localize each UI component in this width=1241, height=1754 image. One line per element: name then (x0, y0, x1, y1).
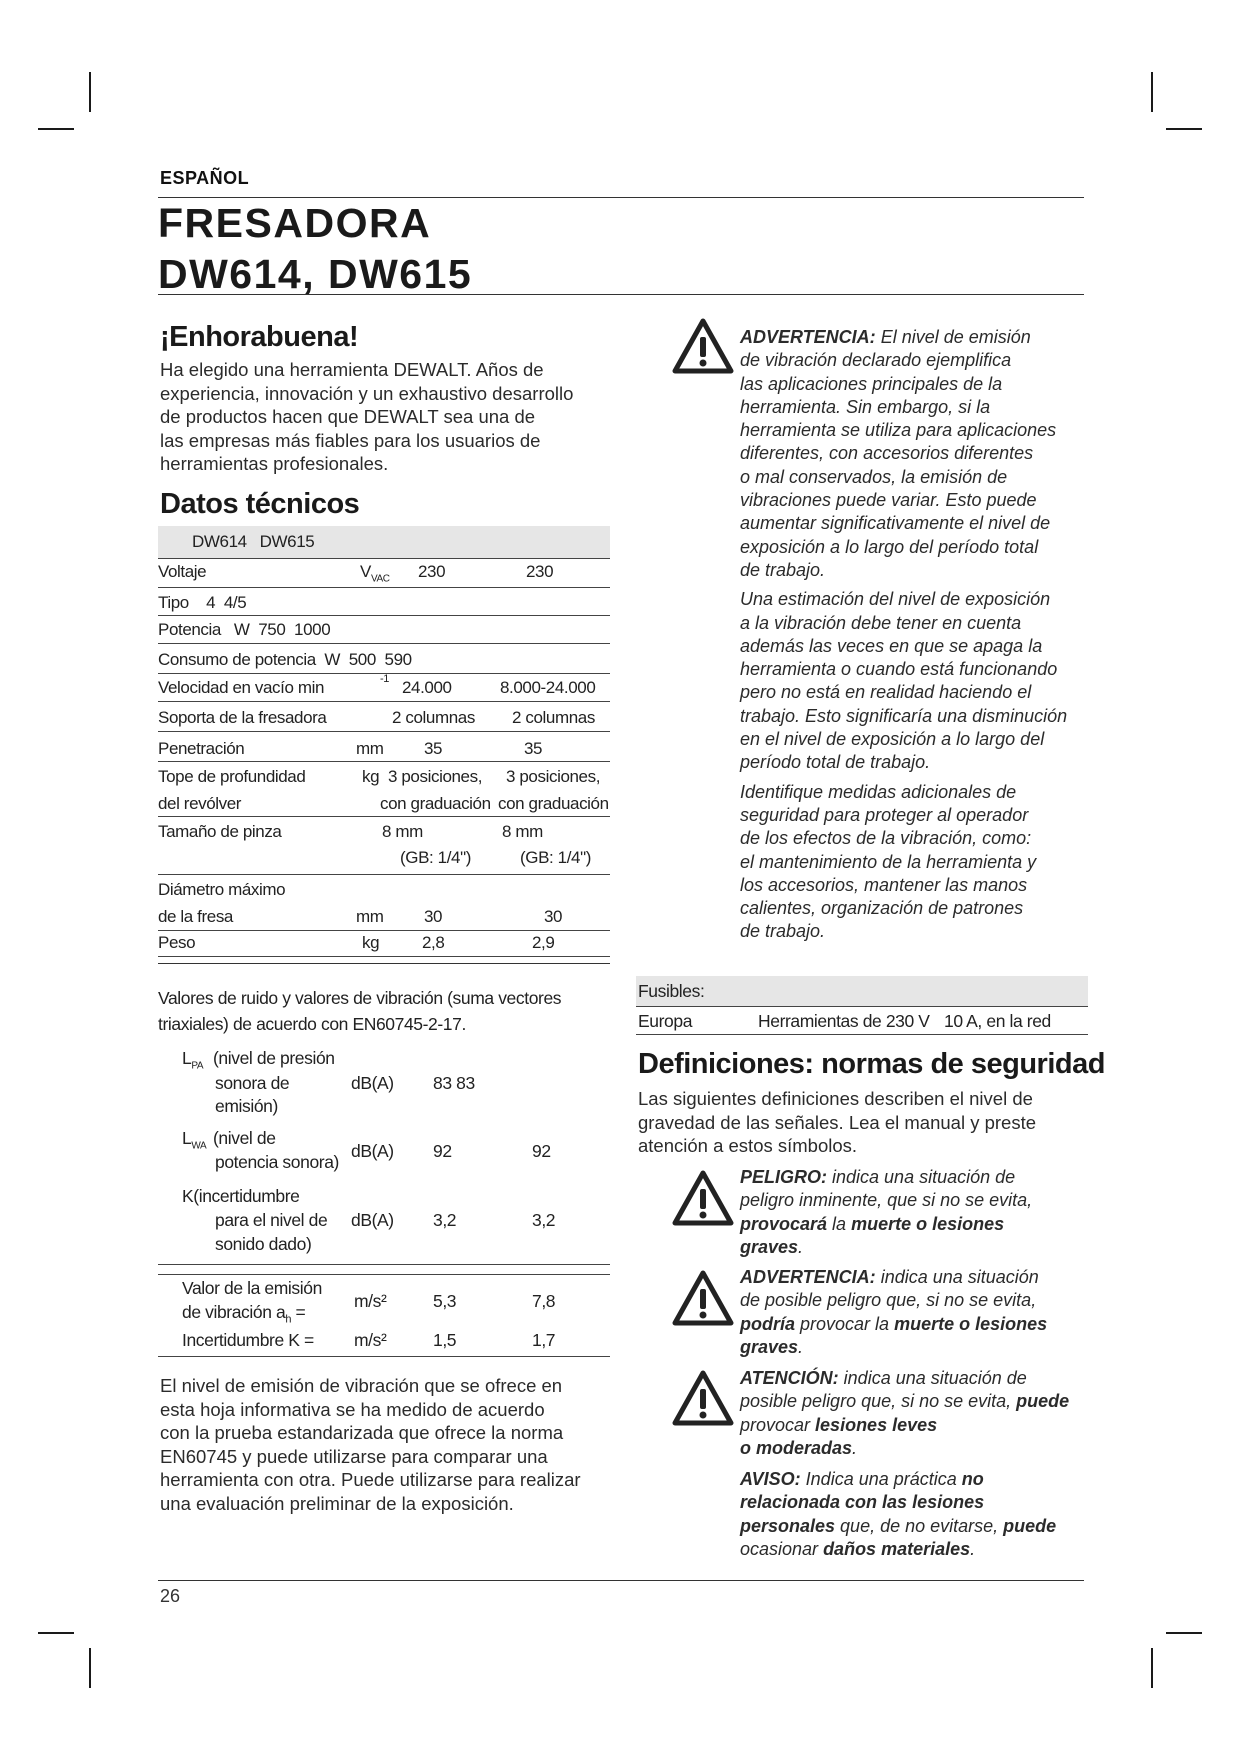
table-row: Consumo de potencia W 500 590 (158, 643, 610, 674)
tech-heading: Datos técnicos (160, 488, 360, 520)
table-row: Diámetro máximo de la fresa mm 30 30 (158, 874, 610, 931)
title-line-1: FRESADORA (158, 200, 432, 246)
danger-triangle-icon (672, 1170, 734, 1226)
noise-table: Valores de ruido y valores de vibración (suma vectores triaxiales) de acuerdo con EN60745-2-17. $L_{PA}$ (nivel de presión sonora de emisión) dB(A) 83 83 $L_{WA}$ (nivel de potencia sonora) dB(A) 92 92 K(incertidumbre para el nivel de sonido dado) dB(A) 3,2 3,2 (158, 988, 610, 1358)
aviso-definition: AVISO: Indica una práctica no relacionada con las lesiones personales que, de no evitarse, puede ocasionar daños materiales. (740, 1469, 1057, 1559)
divider (158, 1264, 610, 1265)
table-row: Tamaño de pinza 8 mm (GB: 1/4") 8 mm (GB: 1/4") (158, 816, 610, 875)
warning-triangle-icon (672, 1270, 734, 1326)
fuses-header: Fusibles: (636, 976, 1088, 1007)
definitions-heading: Definiciones: normas de seguridad (638, 1048, 1105, 1080)
crop-mark (1166, 128, 1202, 130)
table-row: Tipo 4 4/5 (158, 587, 610, 616)
table-header-row: DW614 DW615 (158, 526, 610, 559)
crop-mark (1151, 72, 1153, 112)
warning-triangle-icon (672, 318, 734, 374)
footer-rule (158, 1580, 1084, 1581)
title-line-2: DW614, DW615 (158, 251, 473, 297)
vibration-text: El nivel de emisión de vibración que se ofrece en esta hoja informativa se ha medido de acuerdo con la prueba estandarizada que ofrece la norma EN60745 y puede utilizarse para comparar una herramienta con otra. Puede utilizarse para realizar una evaluación preliminar de la exposición. (160, 1375, 581, 1514)
definitions-intro: Las siguientes definiciones describen el nivel de gravedad de las señales. Lea el manual y preste atención a estos símbolos. (638, 1088, 1037, 1156)
vibration-warning: ADVERTENCIA: El nivel de emisión de vibración declarado ejemplifica las aplicaciones principales de la herramienta. Sin embargo, si la herramienta se utiliza para aplicaciones diferentes, con accesorios diferentes o mal conservados, la emisión de vibraciones puede variar. Esto puede aumentar significativamente el nivel de exposición a lo largo del período total de trabajo. Una estimación del nivel de exposición a la vibración debe tener en cuenta además las veces en que se apaga la herramienta o cuando está funcionando pero no está en realidad haciendo el trabajo. Esto significaría una disminución en el nivel de exposición a lo largo del período total de trabajo. Identifique medidas adicionales de seguridad para proteger al operador de los efectos de la vibración, como: el mantenimiento de la herramienta y los accesorios, mantener las manos calientes, organización de patrones de trabajo. (740, 327, 1068, 942)
title-rule (158, 294, 1084, 295)
divider (158, 1274, 610, 1275)
advertencia-definition: ADVERTENCIA: indica una situación de posible peligro que, si no se evita, podría provocar la muerte o lesiones graves. (740, 1267, 1048, 1357)
peligro-definition: PELIGRO: indica una situación de peligro inminente, que si no se evita, provocará la muerte o lesiones graves. (740, 1167, 1033, 1257)
table-row: Peso kg 2,8 2,9 (158, 930, 610, 957)
vibration-table: Valor de la emisión de vibración $a_h$ = m/s² 5,3 7,8 Incertidumbre K = m/s² 1,5 1,7 (158, 1278, 610, 1358)
atencion-definition: ATENCIÓN: indica una situación de posible peligro que, si no se evita, puede provocar lesiones leves o moderadas. (740, 1368, 1070, 1458)
page-title (158, 198, 472, 300)
lwa-row: $L_{WA}$ (nivel de potencia sonora) dB(A) 92 92 (182, 1128, 551, 1172)
crop-mark (38, 128, 74, 130)
crop-mark (1151, 1648, 1153, 1688)
lpa-row: $L_{PA}$ (nivel de presión sonora de emisión) dB(A) 83 83 (182, 1048, 475, 1116)
table-row: Velocidad en vacío min -1 24.000 8.000-24.000 (158, 673, 610, 702)
k-row: K(incertidumbre para el nivel de sonido dado) dB(A) 3,2 3,2 (182, 1186, 556, 1254)
table-rule (158, 963, 610, 964)
crop-mark (1166, 1632, 1202, 1634)
crop-mark (38, 1632, 74, 1634)
tech-table (158, 526, 610, 966)
language-label: ESPAÑOL (160, 168, 250, 188)
divider (158, 1356, 610, 1357)
table-row: Tope de profundidad del revólver kg 3 posiciones, con graduación 3 posiciones, con graduación (158, 761, 610, 817)
congrats-text: Ha elegido una herramienta DEWALT. Años de experiencia, innovación y un exhaustivo desarrollo de productos hacen que DEWALT sea una de las empresas más fiables para los usuarios de herramientas profesionales. (160, 359, 574, 474)
table-row: Penetración mm 35 35 (158, 731, 610, 762)
crop-mark (89, 1648, 91, 1688)
crop-mark (89, 72, 91, 112)
table-row: Voltaje $V_{VAC}$ 230 230 (158, 558, 610, 588)
table-row: Soporta de la fresadora 2 columnas 2 columnas (158, 701, 610, 732)
table-row: Potencia W 750 1000 (158, 615, 610, 644)
congrats-heading: ¡Enhorabuena! (160, 321, 359, 353)
page-number: 26 (160, 1586, 181, 1606)
fuses-table (636, 976, 1088, 1036)
caution-triangle-icon (672, 1370, 734, 1426)
fuses-row: Europa Herramientas de 230 V 10 A, en la red (636, 1006, 1088, 1035)
